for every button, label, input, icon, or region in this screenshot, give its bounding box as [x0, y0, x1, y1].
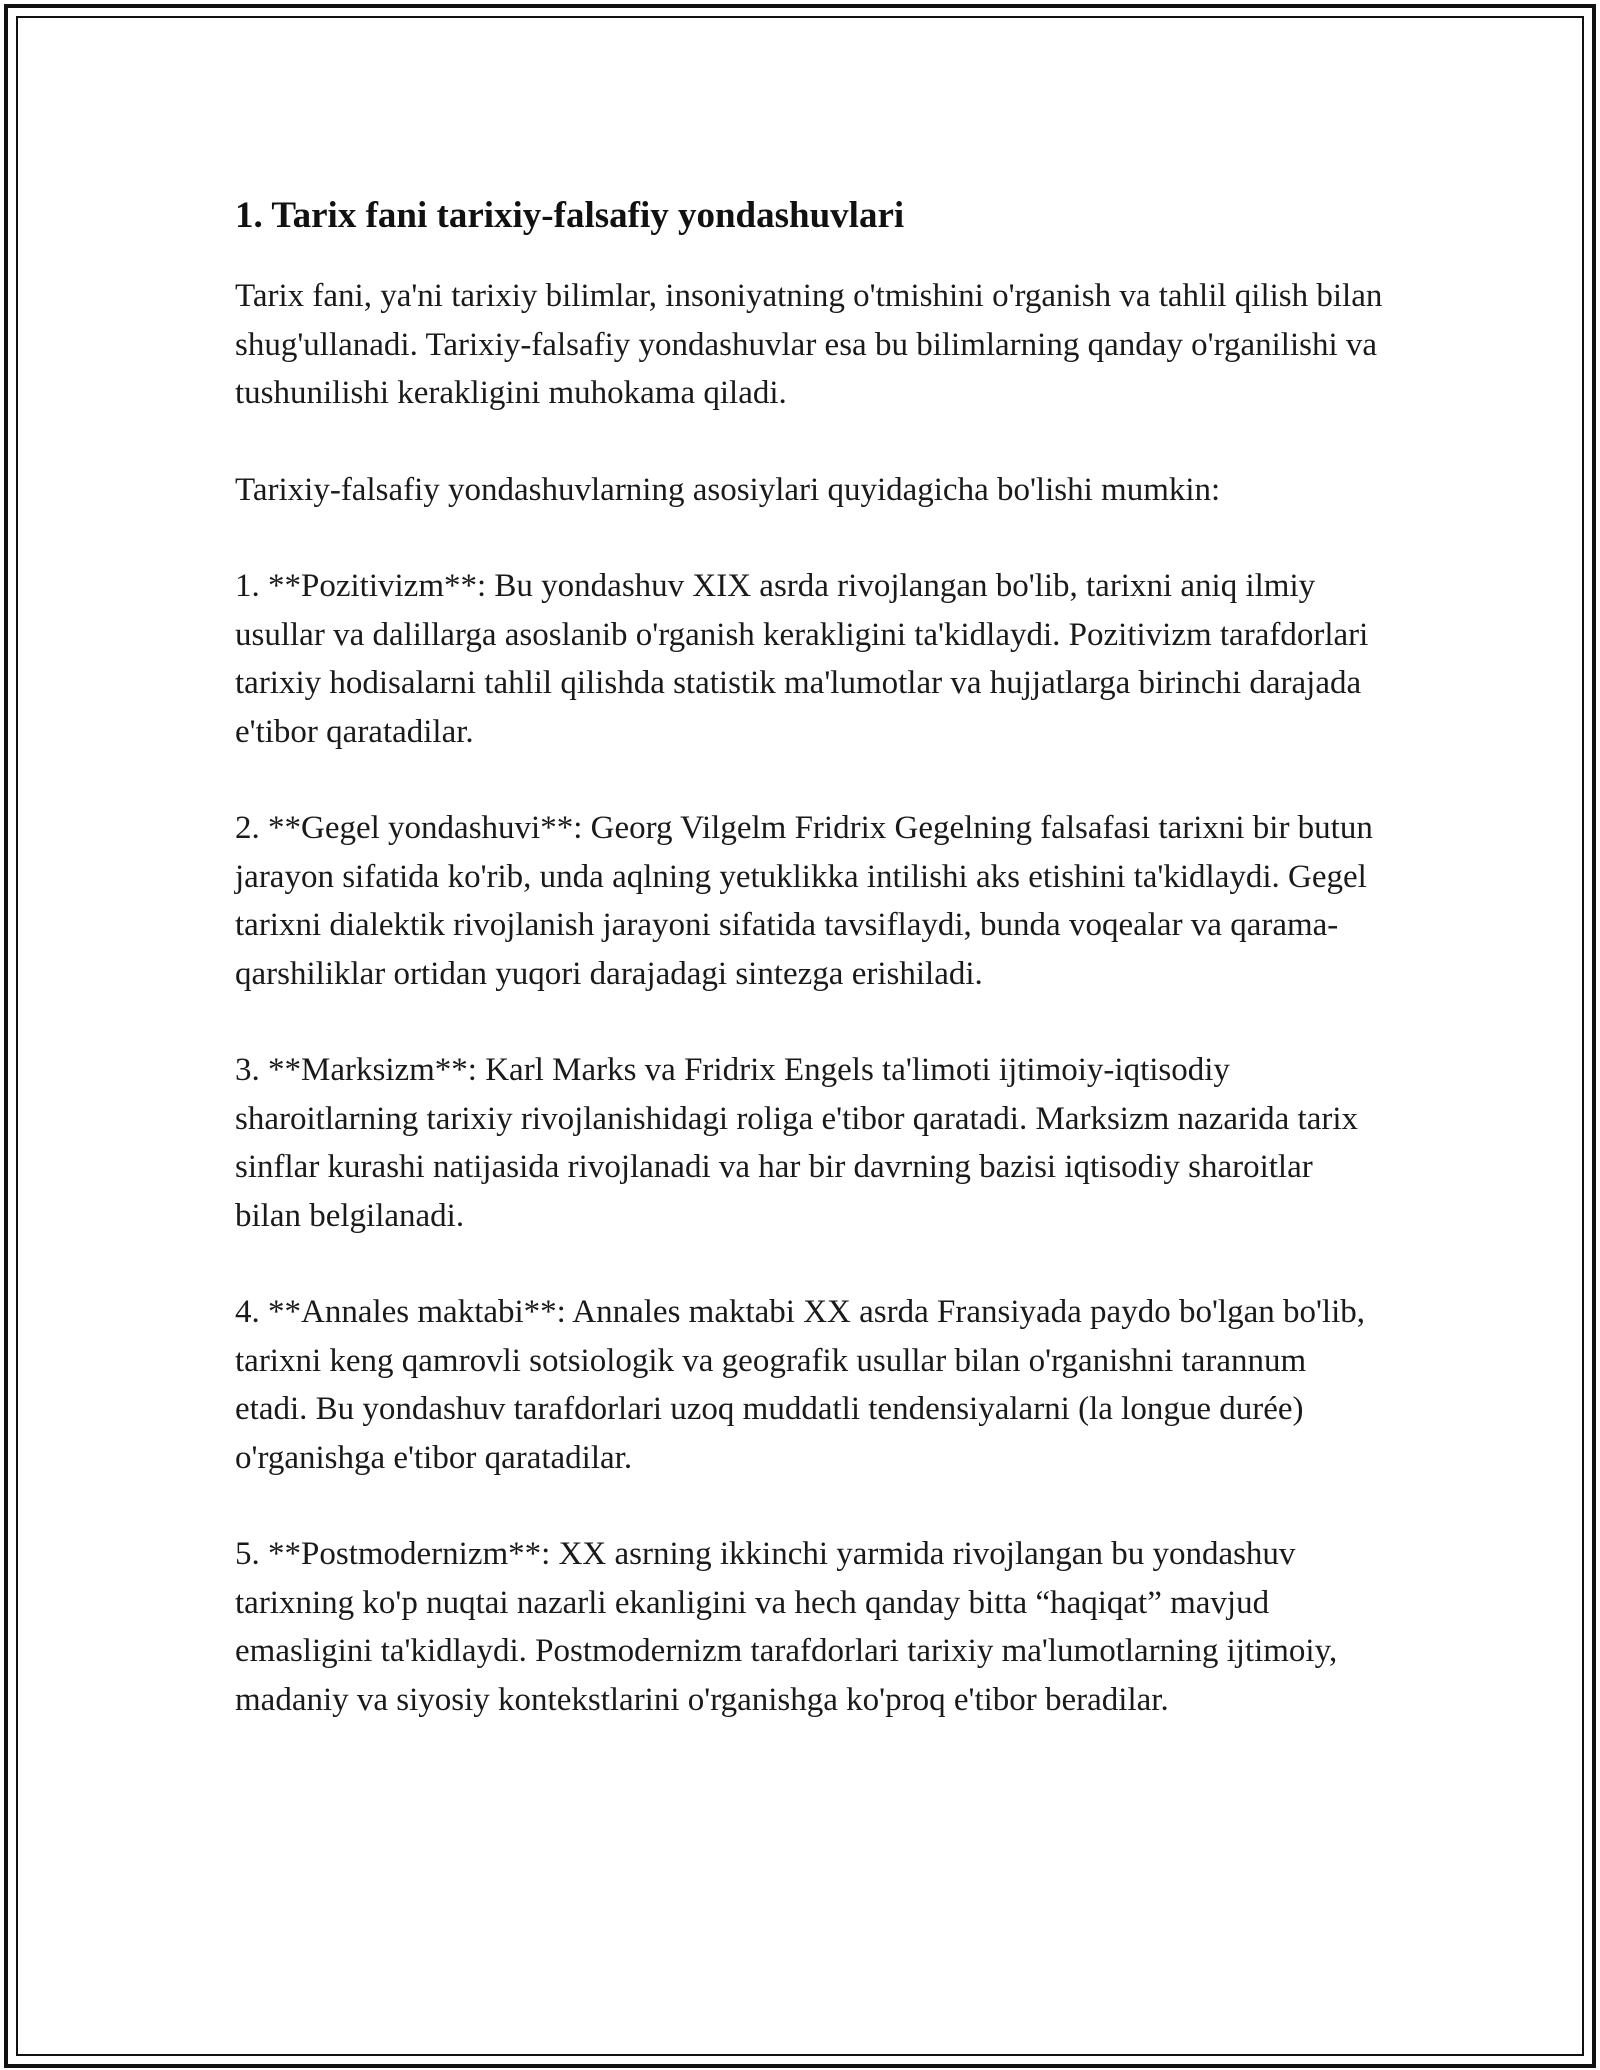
list-item-annales: 4. **Annales maktabi**: Annales maktabi XX asrda Fransiyada paydo bo'lgan bo'lib, tarixni keng qamrovli sotsiologik va geografik usullar bilan o'rganishni tarannum etadi. Bu yondashuv tarafdorlari uzoq muddatli tendensiyalarni (la longue durée) o'rganishga e'tibor qaratadilar.	[235, 1294, 1365, 1476]
document-body	[235, 188, 1385, 1772]
list-intro-paragraph: Tarixiy-falsafiy yondashuvlarning asosiylari quyidagicha bo'lishi mumkin:	[235, 471, 1221, 508]
list-item-marxism: 3. **Marksizm**: Karl Marks va Fridrix Engels ta'limoti ijtimoiy-iqtisodiy sharoitlarning tarixiy rivojlanishidagi roliga e'tibor qaratadi. Marksizm nazarida tarix sinflar kurashi natijasida rivojlanadi va har bir davrning bazisi iqtisodiy sharoitlar bilan belgilanadi.	[235, 1052, 1358, 1234]
intro-paragraph: Tarix fani, ya'ni tarixiy bilimlar, insoniyatning o'tmishini o'rganish va tahlil qilish bilan shug'ullanadi. Tarixiy-falsafiy yondashuvlar esa bu bilimlarning qanday o'rganilishi va tushunilishi kerakligini muhokama qiladi.	[235, 278, 1383, 411]
list-item-positivism: 1. **Pozitivizm**: Bu yondashuv XIX asrda rivojlangan bo'lib, tarixni aniq ilmiy usullar va dalillarga asoslanib o'rganish kerakligini ta'kidlaydi. Pozitivizm tarafdorlari tarixiy hodisalarni tahlil qilishda statistik ma'lumotlar va hujjatlarga birinchi darajada e'tibor qaratadilar.	[235, 568, 1369, 750]
section-heading: 1. Tarix fani tarixiy-falsafiy yondashuvlari	[235, 195, 905, 236]
list-item-postmodernism: 5. **Postmodernizm**: XX asrning ikkinchi yarmida rivojlangan bu yondashuv tarixning ko'p nuqtai nazarli ekanligini va hech qanday bitta “haqiqat” mavjud emasligini ta'kidlaydi. Postmodernizm tarafdorlari tarixiy ma'lumotlarning ijtimoiy, madaniy va siyosiy kontekstlarini o'rganishga ko'proq e'tibor beradilar.	[235, 1536, 1338, 1718]
list-item-hegel: 2. **Gegel yondashuvi**: Georg Vilgelm Fridrix Gegelning falsafasi tarixni bir butun jarayon sifatida ko'rib, unda aqlning yetuklikka intilishi aks etishini ta'kidlaydi. Gegel tarixni dialektik rivojlanish jarayoni sifatida tavsiflaydi, bunda voqealar va qarama-qarshiliklar ortidan yuqori darajadagi sintezga erishiladi.	[235, 810, 1373, 992]
